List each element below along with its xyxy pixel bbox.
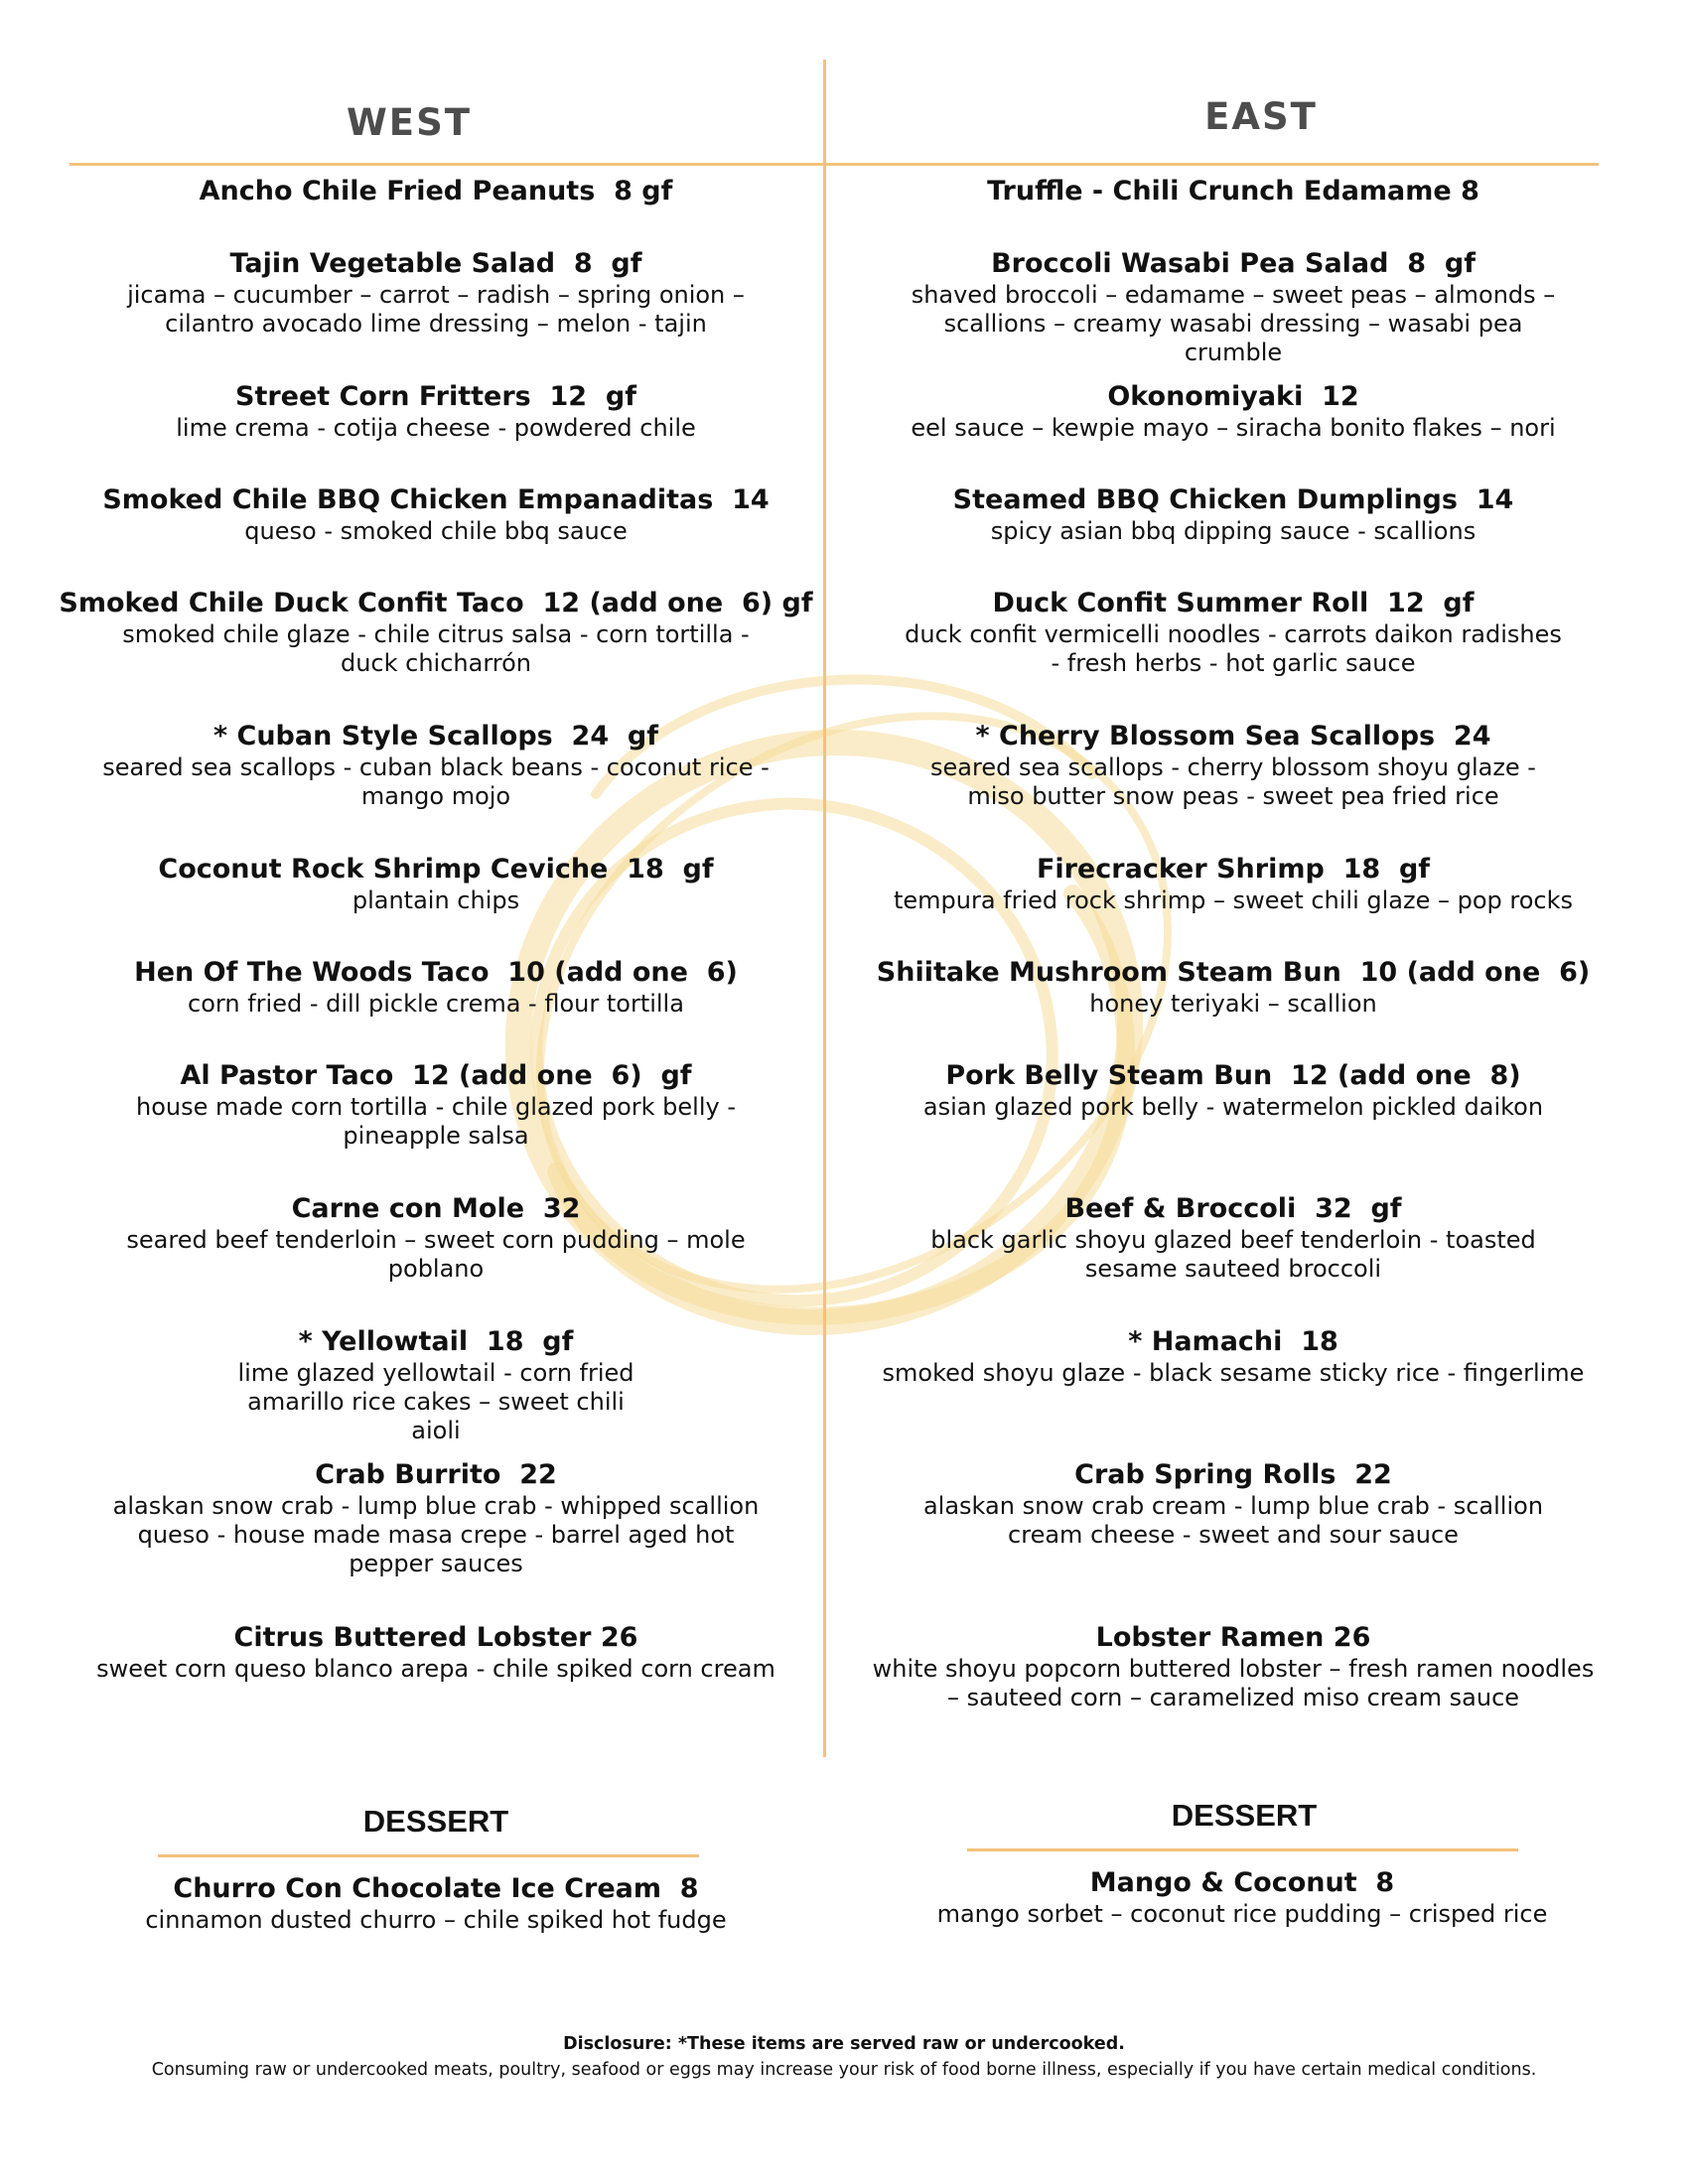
menu-item-description: asian glazed pork belly - watermelon pickled daikon	[922, 1093, 1544, 1121]
menu-item-title: Okonomiyaki 12	[1107, 381, 1359, 412]
disclosure-text: Consuming raw or undercooked meats, poultry, seafood or eggs may increase your risk of food borne illness, especially if you have certain medical conditions.	[151, 2060, 1537, 2080]
menu-item	[856, 1621, 1611, 1712]
menu-item	[856, 956, 1611, 1019]
west-dessert-rule	[158, 1854, 699, 1857]
menu-item	[856, 380, 1611, 443]
menu-item-description: alaskan snow crab - lump blue crab - whipped scallion queso - house made masa crepe - barrel aged hot pepper sauces	[112, 1492, 760, 1577]
menu-item	[59, 720, 813, 811]
menu-item	[856, 853, 1611, 915]
menu-item	[59, 247, 813, 339]
menu-item	[856, 587, 1611, 678]
menu-item-title: Churro Con Chocolate Ice Cream 8	[173, 1873, 699, 1904]
menu-item-description: house made corn tortilla - chile glazed pork belly - pineapple salsa	[136, 1093, 736, 1150]
menu-item	[856, 1192, 1611, 1284]
west-dessert-heading: DESSERT	[362, 1804, 509, 1839]
menu-item-title: Steamed BBQ Chicken Dumplings 14	[952, 484, 1514, 515]
menu-item	[59, 956, 813, 1019]
menu-item-description: honey teriyaki – scallion	[1089, 990, 1377, 1018]
disclosure	[0, 2031, 1688, 2083]
menu-item-description: cinnamon dusted churro – chile spiked hot fudge	[145, 1906, 727, 1934]
menu-item-description: shaved broccoli – edamame – sweet peas – almonds – scallions – creamy wasabi dressing – wasabi pea crumble	[911, 281, 1556, 366]
menu-item-description: alaskan snow crab cream - lump blue crab - scallion cream cheese - sweet and sour sauce	[922, 1492, 1544, 1549]
menu-item-description: smoked chile glaze - chile citrus salsa - corn tortilla - duck chicharrón	[122, 620, 750, 677]
menu-item-title: Carne con Mole 32	[291, 1193, 581, 1224]
menu-item-description: eel sauce – kewpie mayo – siracha bonito flakes – nori	[911, 414, 1556, 442]
menu-item-description: corn fried - dill pickle crema - flour tortilla	[188, 990, 684, 1018]
menu-item	[59, 1325, 813, 1445]
menu-item-title: * Hamachi 18	[1128, 1326, 1338, 1357]
disclosure-title: Disclosure: *These items are served raw or undercooked.	[563, 2034, 1125, 2054]
menu-item-title: Broccoli Wasabi Pea Salad 8 gf	[991, 248, 1476, 279]
west-heading: WEST	[347, 101, 472, 144]
menu-item-description: lime crema - cotija cheese - powdered chile	[176, 414, 696, 442]
menu-item	[856, 483, 1611, 546]
menu-item-description: spicy asian bbq dipping sauce - scallions	[990, 517, 1477, 545]
menu-item-title: Ancho Chile Fried Peanuts 8 gf	[199, 176, 673, 206]
menu-item-title: Hen Of The Woods Taco 10 (add one 6)	[134, 957, 738, 988]
menu-item-description: white shoyu popcorn buttered lobster – fresh ramen noodles – sauteed corn – caramelized miso cream sauce	[872, 1655, 1595, 1711]
west-header-rule	[70, 163, 824, 166]
east-header-rule	[826, 163, 1599, 166]
menu-item	[59, 853, 813, 915]
menu-item-title: Duck Confit Summer Roll 12 gf	[992, 588, 1475, 618]
menu-item-title: Smoked Chile Duck Confit Taco 12 (add one 6) gf	[59, 588, 813, 618]
menu-item-description: queso - smoked chile bbq sauce	[244, 517, 628, 545]
menu-item-title: Citrus Buttered Lobster 26	[233, 1622, 638, 1653]
menu-item-title: * Cherry Blossom Sea Scallops 24	[975, 721, 1491, 751]
menu-item	[59, 175, 813, 208]
menu-item-description: sweet corn queso blanco arepa - chile spiked corn cream	[96, 1655, 775, 1683]
menu-item	[59, 1458, 813, 1578]
east-dessert-rule	[967, 1848, 1518, 1851]
menu-item-description: jicama – cucumber – carrot – radish – spring onion – cilantro avocado lime dressing – melon - tajin	[127, 281, 745, 338]
menu-item-description: seared sea scallops - cherry blossom shoyu glaze - miso butter snow peas - sweet pea fried rice	[930, 753, 1536, 810]
menu-item-title: Mango & Coconut 8	[1089, 1867, 1395, 1898]
east-dessert-item	[865, 1866, 1619, 1929]
menu-item	[59, 1192, 813, 1284]
menu-item	[856, 1325, 1611, 1388]
west-dessert-item	[59, 1872, 813, 1935]
menu-item-title: Tajin Vegetable Salad 8 gf	[229, 248, 642, 279]
menu-item-title: Pork Belly Steam Bun 12 (add one 8)	[945, 1060, 1521, 1091]
menu-item-title: Coconut Rock Shrimp Ceviche 18 gf	[158, 854, 714, 885]
menu-item	[59, 587, 813, 678]
menu-item-description: duck confit vermicelli noodles - carrots daikon radishes - fresh herbs - hot garlic sauce	[905, 620, 1562, 677]
menu-item	[856, 1059, 1611, 1122]
menu-item	[59, 1059, 813, 1151]
menu-item-title: Firecracker Shrimp 18 gf	[1036, 854, 1431, 885]
menu-item-title: Lobster Ramen 26	[1095, 1622, 1371, 1653]
menu-item	[59, 1621, 813, 1684]
menu-item-description: tempura fried rock shrimp – sweet chili glaze – pop rocks	[893, 887, 1574, 914]
center-divider	[823, 60, 826, 1757]
menu-item-title: Shiitake Mushroom Steam Bun 10 (add one 6)	[876, 957, 1591, 988]
menu-item	[59, 380, 813, 443]
menu-item-title: Street Corn Fritters 12 gf	[235, 381, 636, 412]
menu-item-title: Crab Spring Rolls 22	[1074, 1459, 1392, 1490]
menu-item-title: Beef & Broccoli 32 gf	[1064, 1193, 1402, 1224]
east-dessert-heading: DESSERT	[1171, 1798, 1318, 1833]
menu-item	[59, 483, 813, 546]
menu-item-title: Crab Burrito 22	[315, 1459, 557, 1490]
menu-item-description: black garlic shoyu glazed beef tenderloin - toasted sesame sauteed broccoli	[930, 1226, 1536, 1283]
east-heading: EAST	[1204, 95, 1318, 138]
menu-item-description: lime glazed yellowtail - corn fried amarillo rice cakes – sweet chili aioli	[237, 1359, 634, 1444]
menu-item-title: Truffle - Chili Crunch Edamame 8	[987, 176, 1479, 206]
menu-item-title: * Yellowtail 18 gf	[298, 1326, 574, 1357]
menu-item-title: Al Pastor Taco 12 (add one 6) gf	[180, 1060, 692, 1091]
menu-item-title: * Cuban Style Scallops 24 gf	[212, 721, 659, 751]
menu-item-title: Smoked Chile BBQ Chicken Empanaditas 14	[102, 484, 770, 515]
menu-item	[856, 1458, 1611, 1550]
menu-item	[856, 247, 1611, 367]
menu-item-description: seared sea scallops - cuban black beans - coconut rice - mango mojo	[102, 753, 770, 810]
menu-item-description: plantain chips	[352, 887, 520, 914]
menu-item	[856, 720, 1611, 811]
menu-item-description: mango sorbet – coconut rice pudding – crisped rice	[936, 1900, 1548, 1928]
menu-item	[856, 175, 1611, 208]
menu-item-description: seared beef tenderloin – sweet corn pudding – mole poblano	[126, 1226, 746, 1283]
menu-item-description: smoked shoyu glaze - black sesame sticky rice - fingerlime	[882, 1359, 1585, 1387]
